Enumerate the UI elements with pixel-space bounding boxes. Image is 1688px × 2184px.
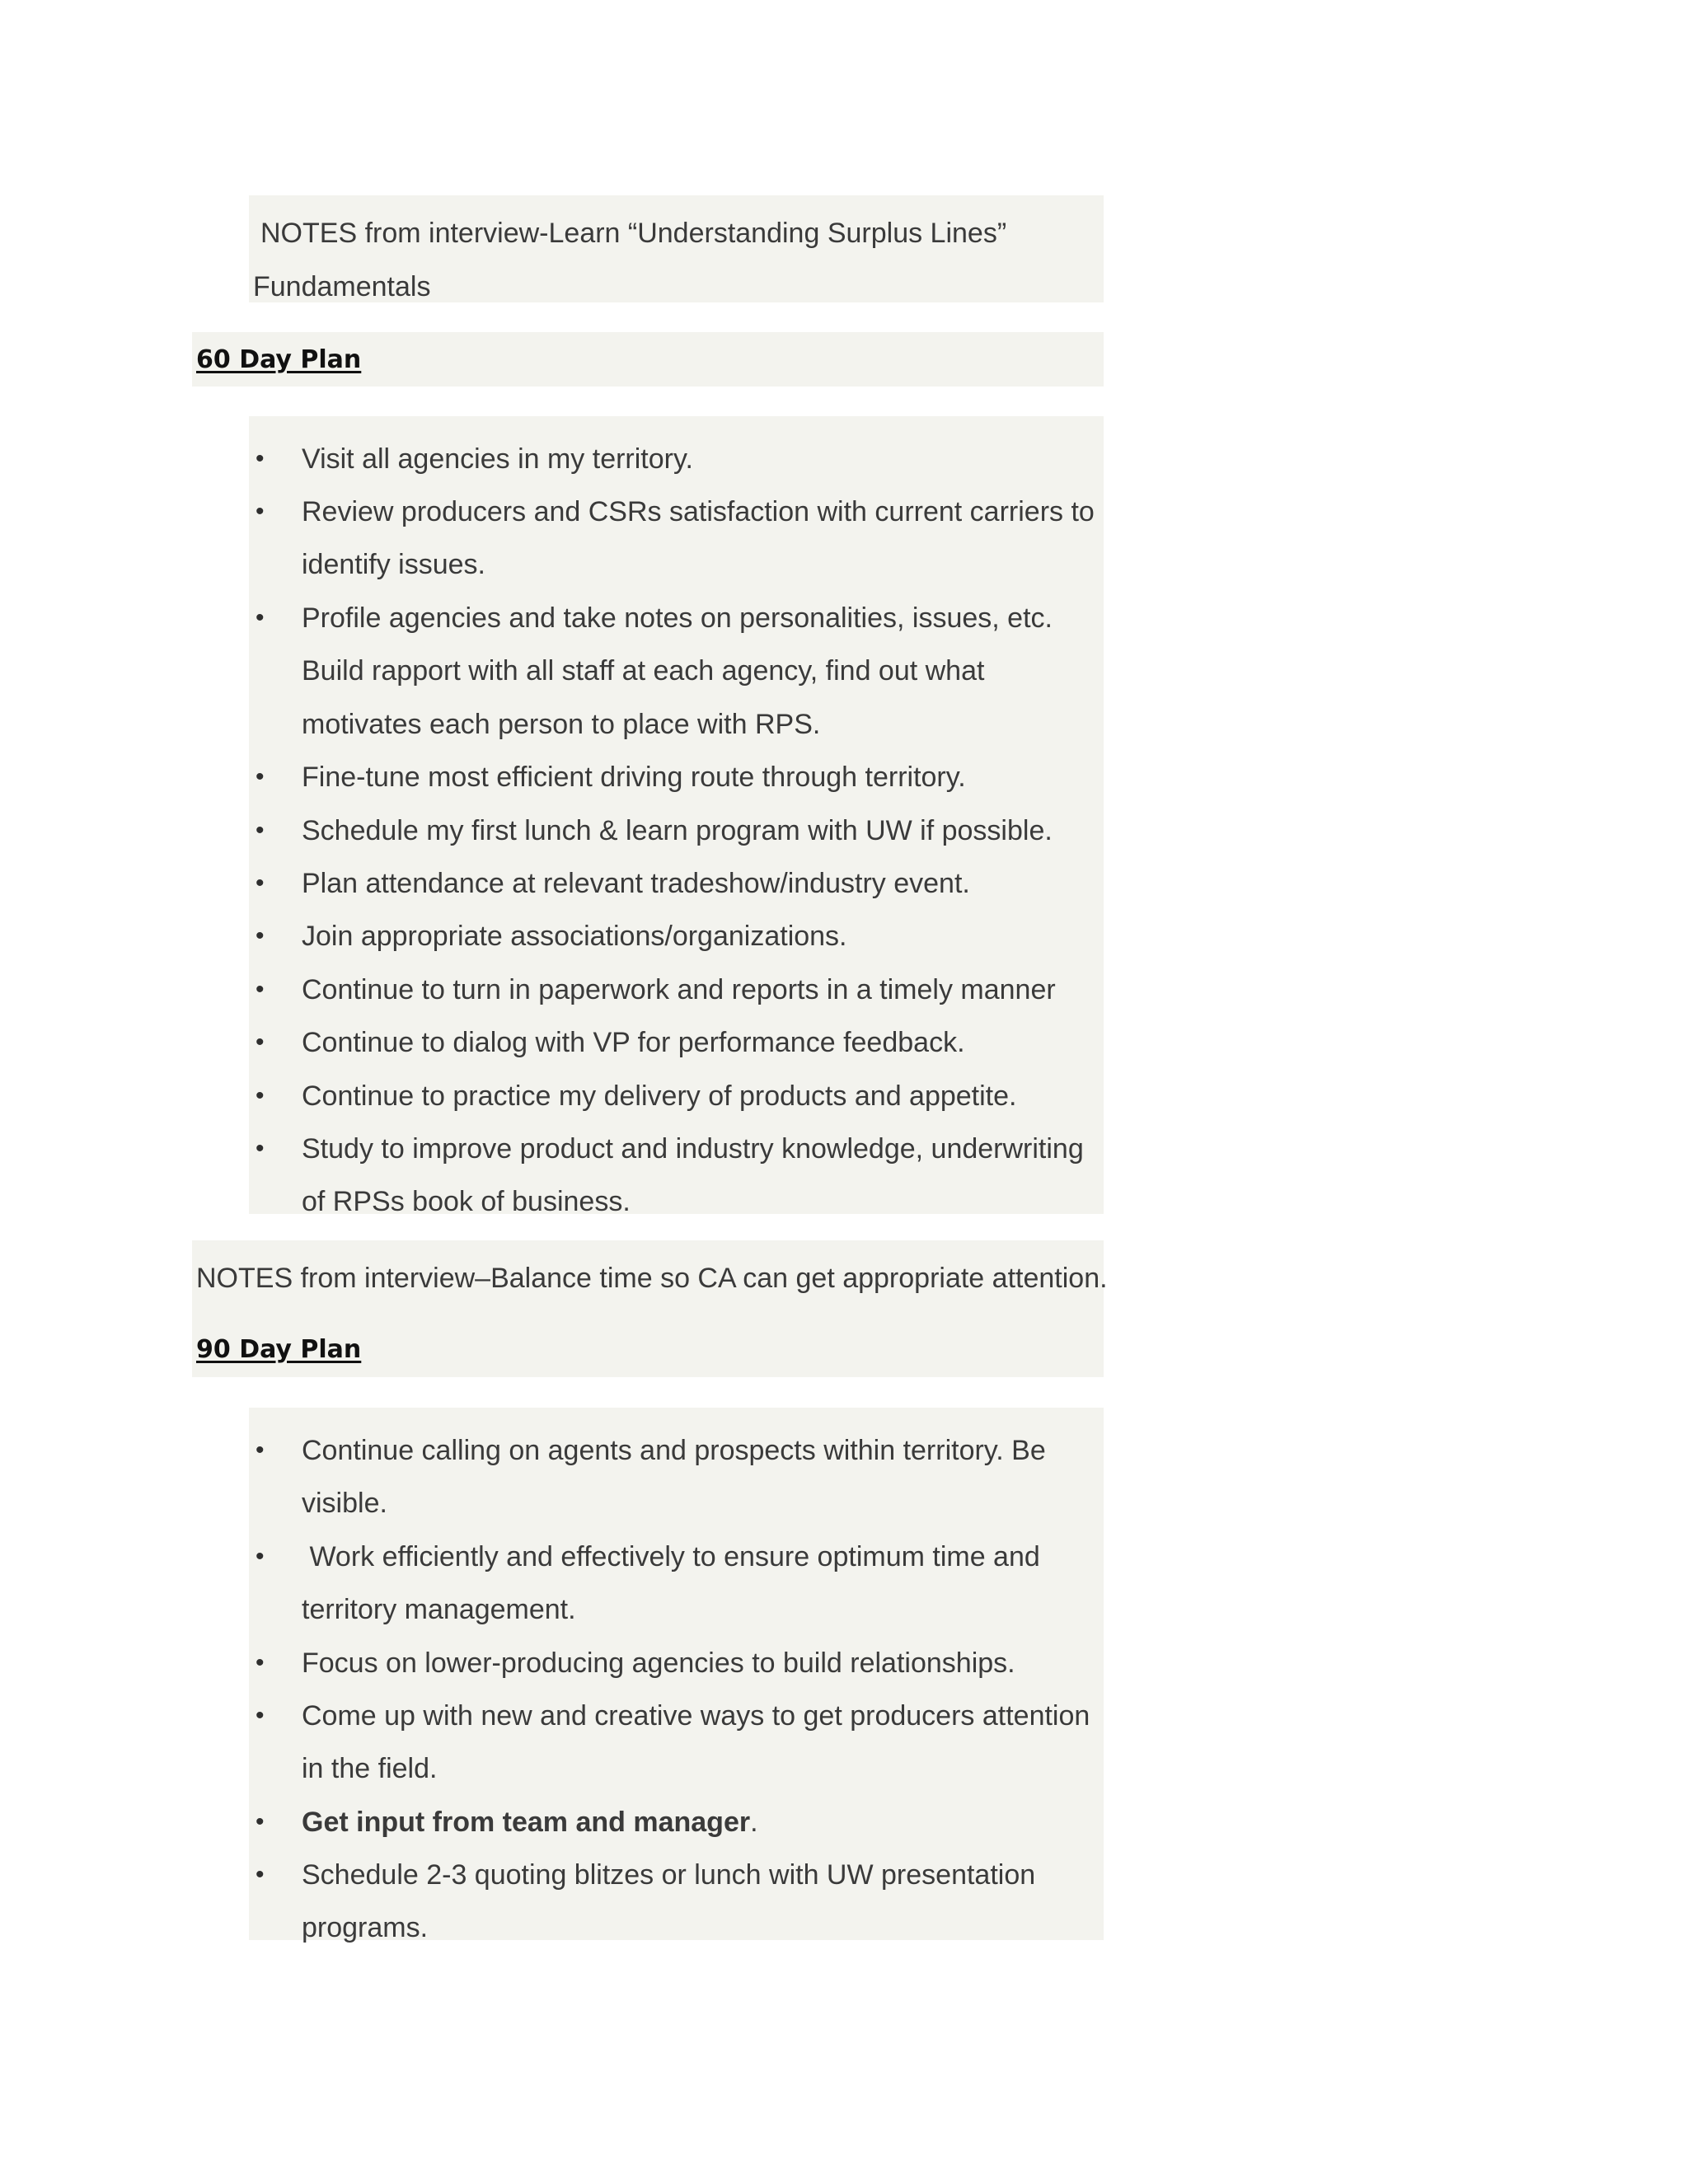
list-item-text: Visit all agencies in my territory. bbox=[302, 443, 693, 475]
bullet-icon: • bbox=[256, 1029, 265, 1056]
list-item bbox=[249, 592, 1104, 751]
bullet-icon: • bbox=[256, 976, 265, 1003]
interview-notes-block bbox=[192, 1240, 1108, 1377]
list-item bbox=[249, 485, 1104, 592]
list-item bbox=[249, 751, 1104, 804]
list-item-text: Schedule 2-3 quoting blitzes or lunch with UW presentation programs. bbox=[302, 1859, 1036, 1944]
bullet-icon: • bbox=[256, 1135, 265, 1162]
list-item-text: Work efficiently and effectively to ensure optimum time and territory management. bbox=[302, 1541, 1048, 1626]
list-item bbox=[249, 804, 1104, 857]
plan-60-heading-band bbox=[192, 332, 1104, 387]
bullet-icon: • bbox=[256, 1808, 265, 1835]
list-item bbox=[249, 1016, 1104, 1069]
list-item-text: Continue to dialog with VP for performance feedback. bbox=[302, 1027, 965, 1058]
bullet-icon: • bbox=[256, 1543, 265, 1570]
list-item bbox=[249, 1637, 1104, 1690]
bullet-icon: • bbox=[256, 763, 265, 790]
list-item-text: Continue to turn in paperwork and reports in a timely manner bbox=[302, 974, 1056, 1005]
list-item-text: Profile agencies and take notes on personalities, issues, etc. Build rapport with all staff at each agency, find out what motivates each person to place with RPS. bbox=[302, 602, 1053, 740]
list-item bbox=[249, 1070, 1104, 1122]
list-item-text: Review producers and CSRs satisfaction with current carriers to identify issues. bbox=[302, 496, 1095, 581]
bullet-icon: • bbox=[256, 498, 265, 525]
list-item-text: Continue calling on agents and prospects within territory. Be visible. bbox=[302, 1435, 1046, 1520]
plan-90-list-block bbox=[249, 1408, 1104, 1944]
list-item bbox=[249, 1796, 1104, 1849]
list-item-text: Plan attendance at relevant tradeshow/industry event. bbox=[302, 868, 970, 899]
list-item bbox=[249, 1122, 1104, 1229]
bullet-icon: • bbox=[256, 1082, 265, 1109]
bullet-icon: • bbox=[256, 869, 265, 897]
plan-60-list-block bbox=[249, 416, 1104, 1218]
list-item-text: Study to improve product and industry knowledge, underwriting of RPSs book of business. bbox=[302, 1133, 1084, 1218]
plan-60-heading: 60 Day Plan bbox=[196, 345, 362, 374]
list-item bbox=[249, 963, 1104, 1016]
bullet-icon: • bbox=[256, 1436, 265, 1464]
list-item bbox=[249, 1690, 1104, 1796]
bullet-icon: • bbox=[256, 922, 265, 949]
list-item bbox=[249, 857, 1104, 910]
bullet-icon: • bbox=[256, 604, 265, 631]
list-item-text: Join appropriate associations/organizations. bbox=[302, 921, 847, 952]
list-item-text-period: . bbox=[750, 1807, 758, 1838]
list-item-text: Schedule my first lunch & learn program with UW if possible. bbox=[302, 815, 1053, 846]
list-item bbox=[249, 1424, 1104, 1530]
bullet-icon: • bbox=[256, 445, 265, 472]
list-item-text: Fine-tune most efficient driving route through territory. bbox=[302, 762, 966, 793]
bullet-icon: • bbox=[256, 1649, 265, 1676]
list-item-text-bold: Get input from team and manager bbox=[302, 1807, 751, 1838]
bullet-icon: • bbox=[256, 1861, 265, 1888]
bullet-icon: • bbox=[256, 1702, 265, 1729]
list-item-text bbox=[302, 1796, 1100, 1849]
list-item bbox=[249, 1849, 1104, 1955]
list-item-text: Continue to practice my delivery of products and appetite. bbox=[302, 1080, 1017, 1112]
list-item bbox=[249, 910, 1104, 963]
interview-notes-block bbox=[249, 195, 1104, 302]
list-item-text: Come up with new and creative ways to get producers attention in the field. bbox=[302, 1700, 1090, 1785]
interview-notes-line: Fundamentals bbox=[253, 271, 431, 302]
list-item-text: Focus on lower-producing agencies to build relationships. bbox=[302, 1647, 1015, 1679]
interview-notes-line: NOTES from interview-Learn “Understanding Surplus Lines” bbox=[260, 218, 1007, 249]
bullet-icon: • bbox=[256, 817, 265, 844]
list-item bbox=[249, 1530, 1104, 1637]
plan-90-heading: 90 Day Plan bbox=[196, 1335, 362, 1364]
list-item bbox=[249, 433, 1104, 485]
interview-notes-line: NOTES from interview–Balance time so CA can get appropriate attention. bbox=[196, 1263, 1108, 1294]
